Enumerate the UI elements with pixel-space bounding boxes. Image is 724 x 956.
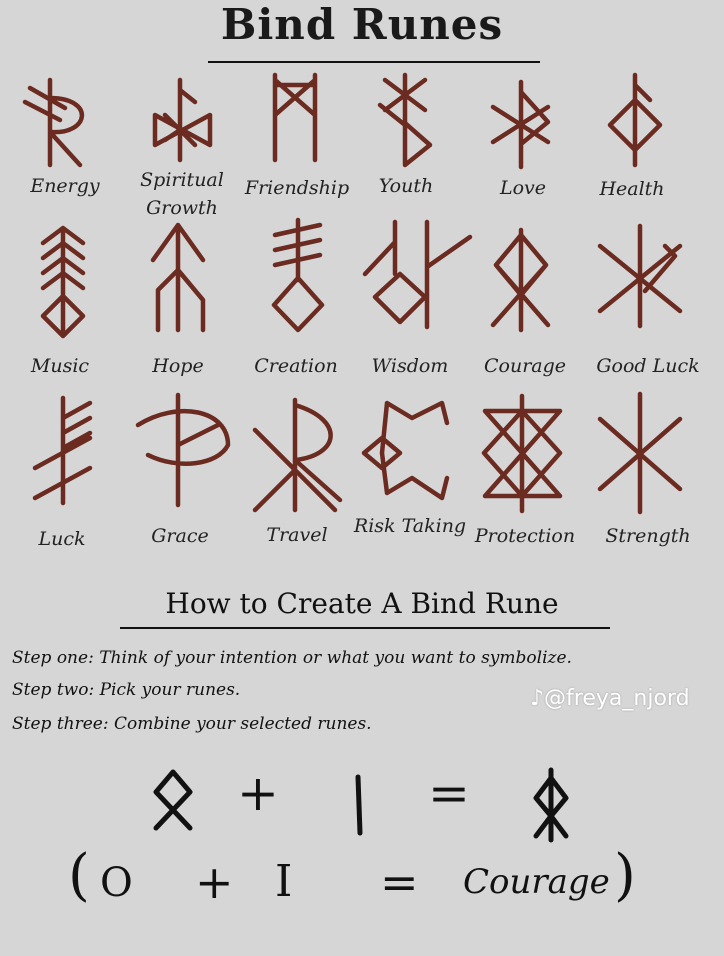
rune-label-love: Love: [499, 177, 547, 199]
rune-risk-taking-icon: [362, 398, 452, 508]
rune-label-energy: Energy: [30, 175, 100, 197]
rune-label-music: Music: [30, 355, 90, 377]
watermark: [530, 686, 690, 711]
rune-label-wisdom: Wisdom: [371, 355, 449, 377]
isa-rune-icon: [348, 775, 368, 837]
rune-label-risk-taking: Risk Taking: [353, 515, 467, 537]
tiktok-icon: ♪: [530, 686, 545, 711]
title-underline: [208, 61, 540, 63]
rune-label-health: Health: [599, 178, 665, 200]
step-one: Step one: Think of your intention or what you want to symbolize.: [12, 648, 572, 668]
watermark-handle: @freya_njord: [544, 686, 690, 711]
rune-creation-icon: [270, 220, 325, 335]
rune-courage-icon: [488, 230, 553, 330]
latin-i: I: [275, 856, 293, 907]
rune-protection-icon: [480, 396, 565, 511]
rune-good-luck-icon: [600, 226, 680, 326]
rune-love-icon: [488, 82, 553, 167]
rune-energy-icon: [20, 80, 90, 170]
rune-label-grace: Grace: [151, 525, 209, 547]
rune-label-friendship: Friendship: [244, 177, 350, 199]
rune-label-courage: Courage: [483, 355, 567, 377]
othala-rune-icon: [152, 770, 194, 832]
plus-sign-2: +: [195, 855, 234, 909]
rune-label-luck: Luck: [38, 528, 86, 550]
courage-result-rune-icon: [530, 770, 572, 842]
rune-label-hope: Hope: [152, 355, 204, 377]
step-two: Step two: Pick your runes.: [12, 680, 241, 700]
plus-sign-1: +: [237, 764, 279, 822]
rune-spiritual-growth-icon: [150, 80, 215, 170]
close-paren: ): [614, 843, 636, 908]
equals-sign-1: =: [428, 764, 470, 822]
latin-o: O: [100, 860, 133, 906]
howto-underline: [120, 627, 610, 629]
rune-friendship-icon: [270, 75, 320, 165]
rune-youth-icon: [375, 75, 435, 170]
rune-strength-icon: [600, 394, 680, 512]
result-label: Courage: [463, 862, 610, 902]
open-paren: (: [68, 843, 90, 908]
rune-label-youth: Youth: [378, 175, 434, 197]
rune-label-good-luck: Good Luck: [596, 355, 700, 377]
rune-grace-icon: [138, 395, 233, 505]
rune-label-creation: Creation: [254, 355, 338, 377]
equals-sign-2: =: [380, 855, 419, 909]
rune-music-icon: [38, 228, 88, 338]
rune-health-icon: [605, 75, 665, 170]
rune-label-spiritual-growth: Spiritual Growth: [140, 169, 224, 219]
rune-label-protection: Protection: [474, 525, 576, 547]
step-three: Step three: Combine your selected runes.: [12, 714, 372, 734]
page-title: Bind Runes: [220, 0, 504, 49]
rune-label-travel: Travel: [266, 524, 328, 546]
rune-luck-icon: [35, 398, 95, 508]
rune-wisdom-icon: [365, 222, 475, 332]
rune-travel-icon: [255, 400, 345, 510]
howto-title: How to Create A Bind Rune: [165, 587, 559, 620]
rune-hope-icon: [148, 225, 208, 335]
rune-label-strength: Strength: [605, 525, 691, 547]
